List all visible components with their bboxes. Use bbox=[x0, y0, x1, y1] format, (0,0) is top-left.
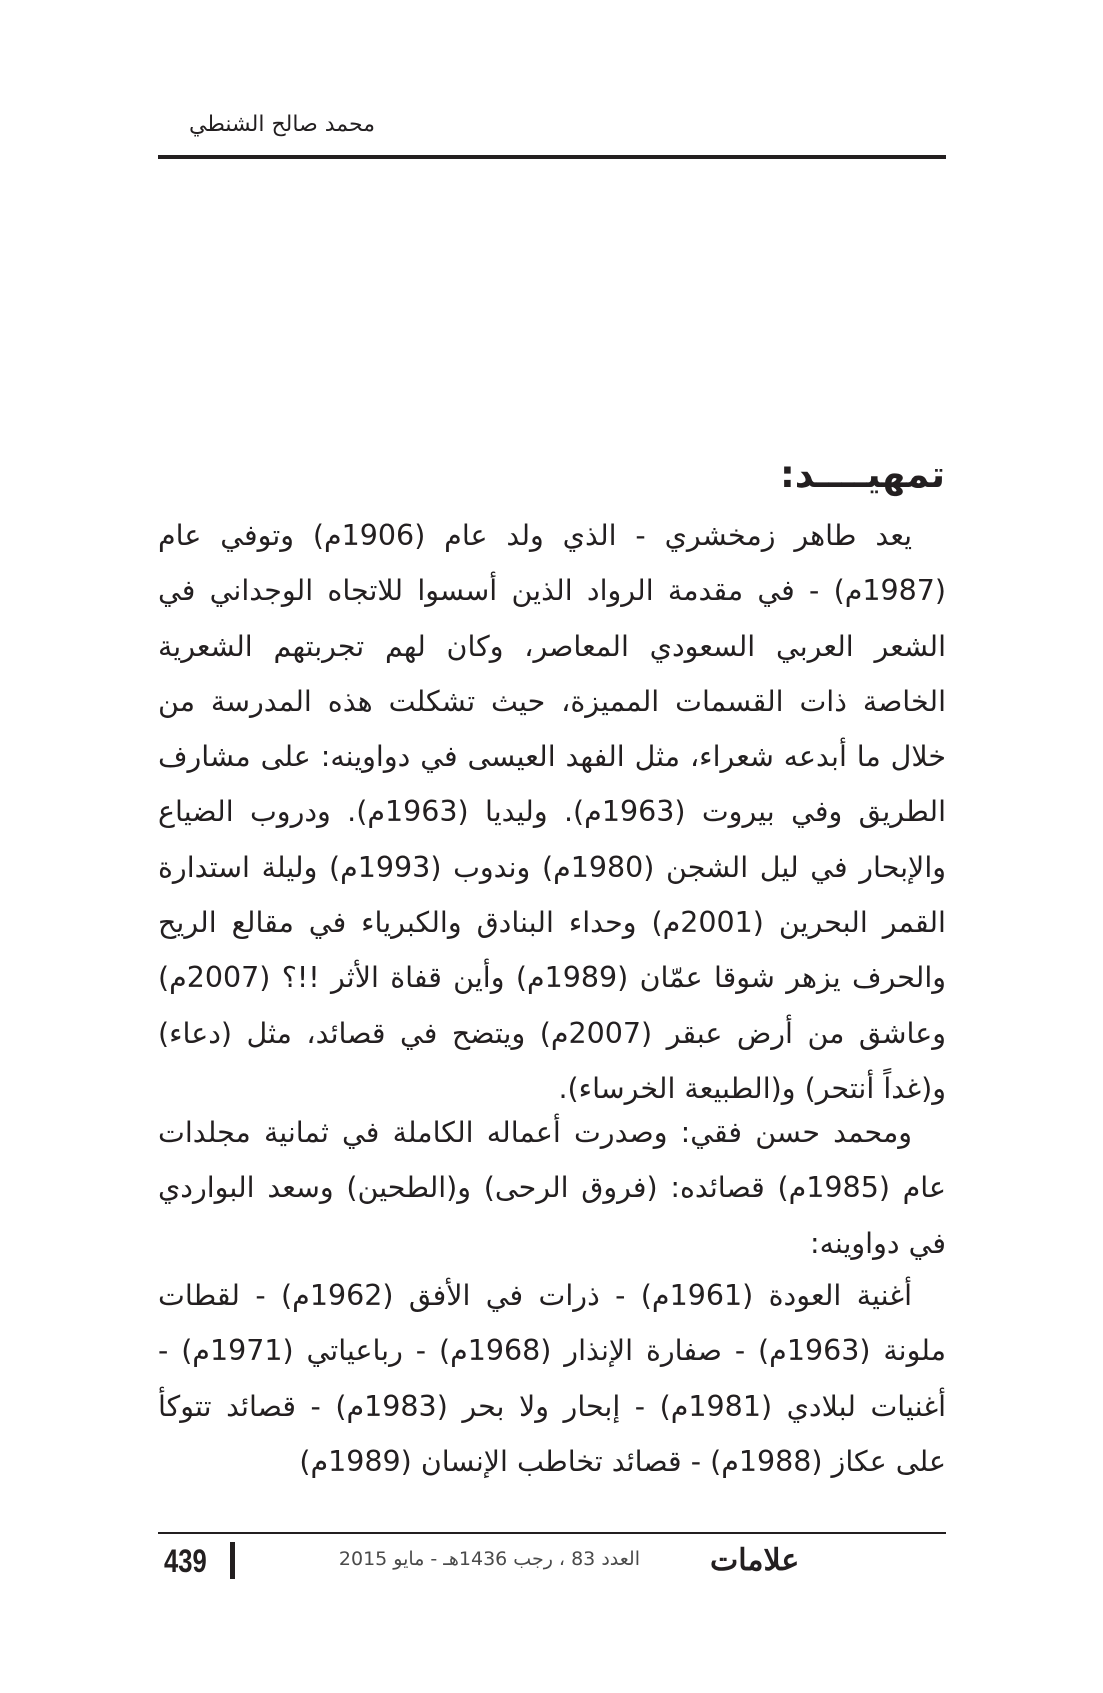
section-heading: تمهيــــد: bbox=[780, 453, 945, 496]
paragraph-1: يعد طاهر زمخشري - الذي ولد عام (1906م) وتوفي عام (1987م) - في مقدمة الرواد الذين أسسوا للاتجاه الوجداني في الشعر العربي السعودي المعاصر، وكان لهم تجربتهم الشعرية الخاصة ذات القسمات المميزة، حيث تشكلت هذه المدرسة من خلال ما أبدعه شعراء، مثل الفهد العيسى في دواوينه: على مشارف الطريق وفي بيروت (1963م). وليديا (1963م). ودروب الضياع والإبحار في ليل الشجن (1980م) وندوب (1993م) وليلة استدارة القمر البحرين (2001م) وحداء البنادق والكبرياء في مقالع الريح والحرف يزهر شوقا عمّان (1989م) وأين قفاة الأثر !!؟ (2007م) وعاشق من أرض عبقر (2007م) ويتضح في قصائد، مثل (دعاء) و(غداً أنتحر) و(الطبيعة الخرساء). bbox=[158, 519, 946, 1105]
paragraph-2: ومحمد حسن فقي: وصدرت أعماله الكاملة في ثمانية مجلدات عام (1985م) قصائده: (فروق الرحى) و(الطحين) وسعد البواردي في دواوينه: bbox=[158, 1116, 946, 1260]
paragraph-3: أغنية العودة (1961م) - ذرات في الأفق (1962م) - لقطات ملونة (1963م) - صفارة الإنذار (1968م) - رباعياتي (1971م) - أغنيات لبلادي (1981م) - إبحار ولا بحر (1983م) - قصائد تتوكأ على عكاز (1988م) - قصائد تخاطب الإنسان (1989م) bbox=[158, 1279, 947, 1478]
page-number: 439 bbox=[164, 1543, 207, 1579]
journal-logo: علامات bbox=[710, 1543, 800, 1578]
running-header-author: محمد صالح الشنطي bbox=[189, 112, 375, 137]
footer-rule bbox=[158, 1532, 946, 1534]
footer-divider-bar bbox=[230, 1542, 235, 1579]
header-rule bbox=[158, 155, 946, 159]
issue-info: العدد 83 ، رجب 1436هـ - مايو 2015 bbox=[338, 1548, 640, 1570]
